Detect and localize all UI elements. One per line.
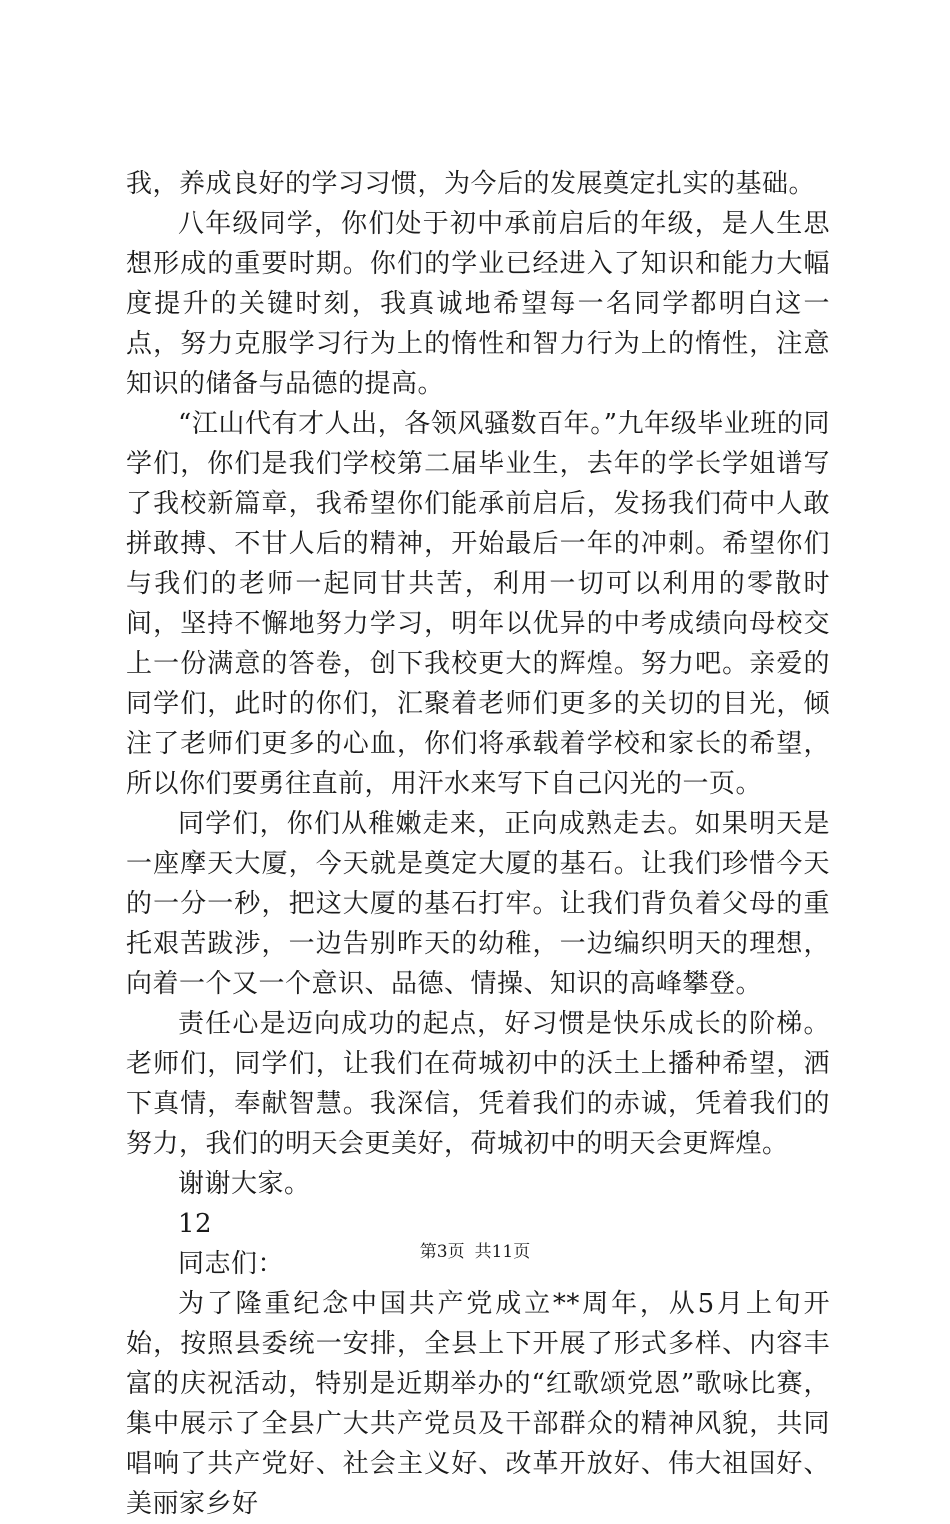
paragraph: 谢谢大家。 xyxy=(178,1169,311,1199)
paragraph: 同学们，你们从稚嫩走来，正向成熟走去。如果明天是一座摩天大厦，今天就是奠定大厦的基石。让我们珍惜今天的一分一秒，把这大厦的基石打牢。让我们背负着父母的重托艰苦跋涉，一边告别昨天的幼稚，一边编织明天的理想，向着一个又一个意识、品德、情操、知识的高峰攀登。 xyxy=(126,809,830,999)
salutation: 同志们： xyxy=(178,1249,285,1279)
document-body xyxy=(126,164,830,1524)
paragraph: 12 xyxy=(178,1209,213,1239)
paragraph: “江山代有才人出，各领风骚数百年。”九年级毕业班的同学们，你们是我们学校第二届毕业生，去年的学长学姐谱写了我校新篇章，我希望你们能承前启后，发扬我们荷中人敢拼敢搏、不甘人后的精神，开始最后一年的冲刺。希望你们与我们的老师一起同甘共苦，利用一切可以利用的零散时间，坚持不懈地努力学习，明年以优异的中考成绩向母校交上一份满意的答卷，创下我校更大的辉煌。努力吧。亲爱的同学们，此时的你们，汇聚着老师们更多的关切的目光，倾注了老师们更多的心血，你们将承载着学校和家长的希望，所以你们要勇往直前，用汗水来写下自己闪光的一页。 xyxy=(126,409,830,799)
page-number: 第3页 xyxy=(419,1242,465,1262)
paragraph: 我，养成良好的学习习惯，为今后的发展奠定扎实的基础。 xyxy=(126,169,816,199)
paragraph: 八年级同学，你们处于初中承前启后的年级，是人生思想形成的重要时期。你们的学业已经进入了知识和能力大幅度提升的关键时刻，我真诚地希望每一名同学都明白这一点，努力克服学习行为上的惰性和智力行为上的惰性，注意知识的储备与品德的提高。 xyxy=(126,209,830,399)
paragraph: 责任心是迈向成功的起点，好习惯是快乐成长的阶梯。老师们，同学们，让我们在荷城初中的沃土上播种希望，洒下真情，奉献智慧。我深信，凭着我们的赤诚，凭着我们的努力，我们的明天会更美好，荷城初中的明天会更辉煌。 xyxy=(126,1009,830,1159)
paragraph: 为了隆重纪念中国共产党成立**周年，从5月上旬开始，按照县委统一安排，全县上下开展了形式多样、内容丰富的庆祝活动，特别是近期举办的“红歌颂党恩”歌咏比赛，集中展示了全县广大共产党员及干部群众的精神风貌，共同唱响了共产党好、社会主义好、改革开放好、伟大祖国好、美丽家乡好 xyxy=(126,1289,830,1519)
page-footer xyxy=(0,1240,950,1264)
page-total: 共11页 xyxy=(474,1242,531,1262)
